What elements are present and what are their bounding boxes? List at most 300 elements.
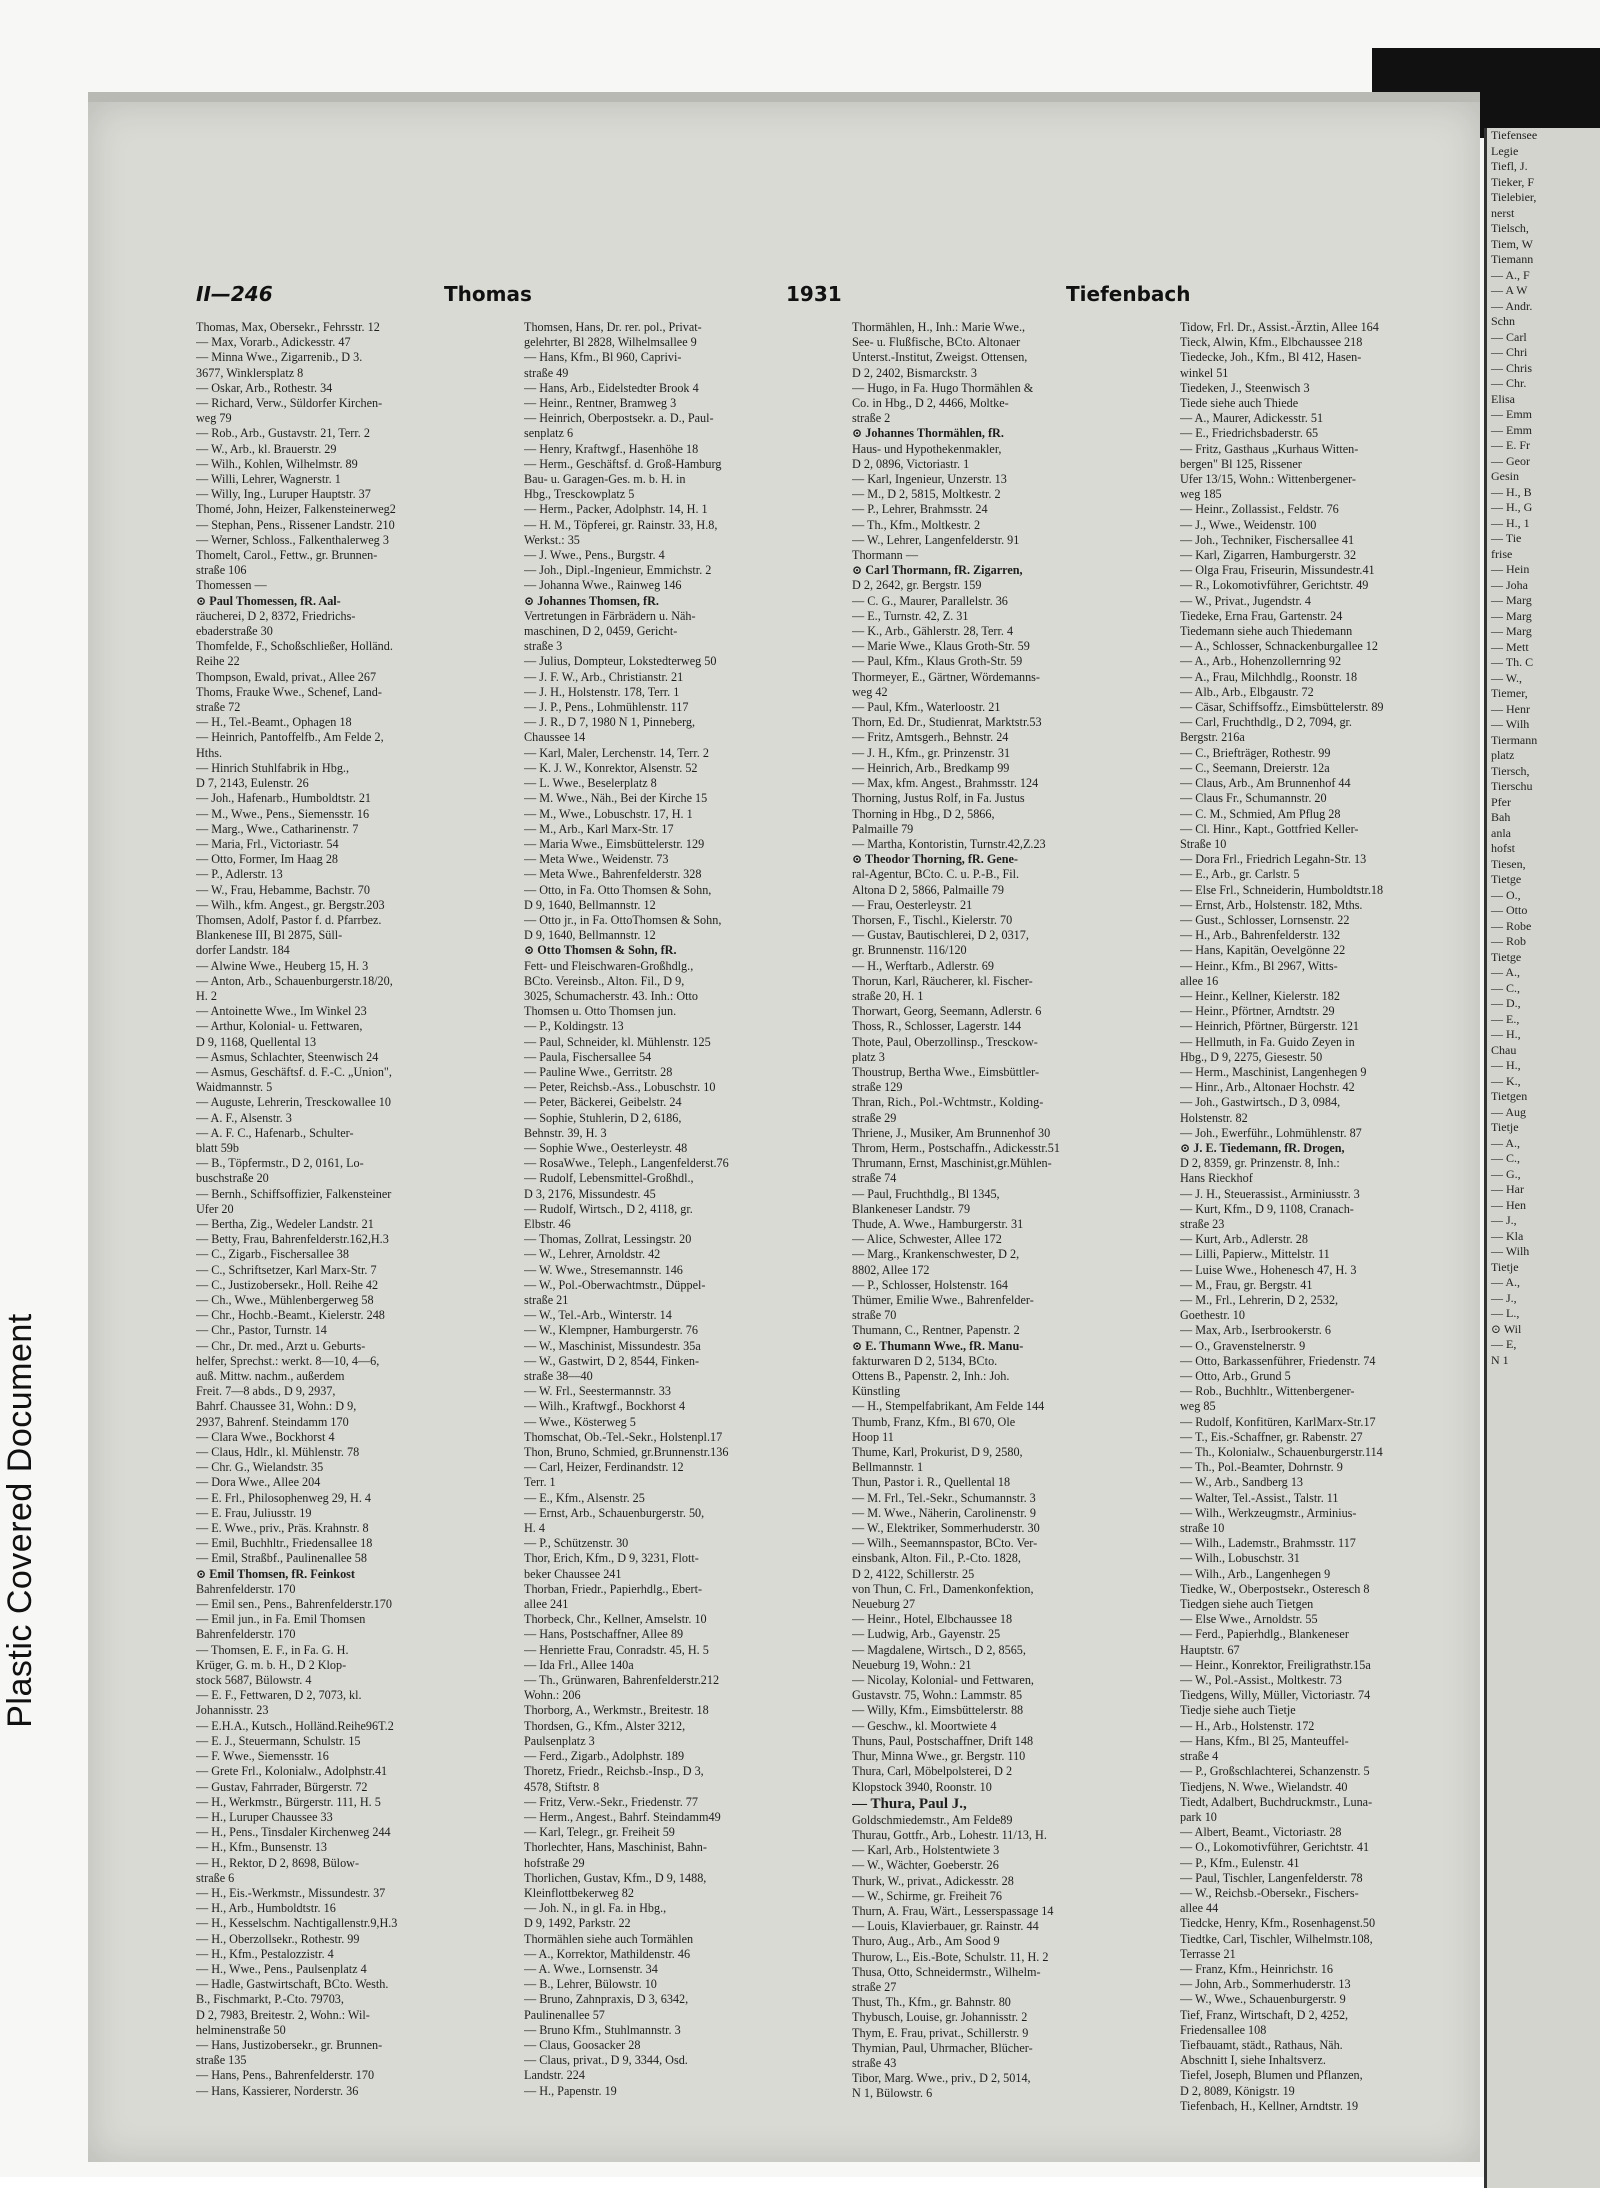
next-page-fragment: Tiem, W xyxy=(1491,236,1534,251)
directory-entry: — Joh., Techniker, Fischersallee 41 xyxy=(1180,532,1355,547)
directory-entry: Wohn.: 206 xyxy=(524,1688,581,1703)
directory-entry: 2937, Bahrenf. Steindamm 170 xyxy=(196,1414,349,1429)
directory-entry: — Willy, Ing., Luruper Hauptstr. 37 xyxy=(196,487,371,502)
directory-entry: — Karl, Zigarren, Hamburgerstr. 32 xyxy=(1180,548,1357,563)
directory-entry: — J., Wwe., Weidenstr. 100 xyxy=(1180,517,1317,532)
next-page-fragment: Tietje xyxy=(1491,1120,1519,1134)
directory-entry: — J. P., Pens., Lohmühlenstr. 117 xyxy=(524,700,689,715)
directory-entry: Thomschat, Ob.-Tel.-Sekr., Holstenpl.17 xyxy=(524,1429,723,1444)
directory-entry: — Gustav, Fahrrader, Bürgerstr. 72 xyxy=(196,1779,368,1794)
directory-entry: bergen" Bl 125, Rissener xyxy=(1180,456,1302,471)
directory-entry: — Stephan, Pens., Rissener Landstr. 210 xyxy=(196,517,395,532)
directory-entry: — Hugo, in Fa. Hugo Thormählen & xyxy=(852,380,1034,395)
directory-entry: Terr. 1 xyxy=(524,1475,556,1490)
directory-entry: Thusa, Otto, Schneidermstr., Wilhelm- xyxy=(852,1964,1041,1979)
next-page-fragment: Schn xyxy=(1491,314,1515,328)
directory-entry: Bau- u. Garagen-Ges. m. b. H. in xyxy=(524,472,686,487)
directory-entry: — J. Wwe., Pens., Burgstr. 4 xyxy=(524,548,665,563)
directory-entry: — Hans, Kfm., Bl 960, Caprivi- xyxy=(524,350,682,365)
directory-entry: — Asmus, Schlachter, Steenwisch 24 xyxy=(196,1049,379,1064)
directory-entry: straße 106 xyxy=(196,563,247,578)
next-page-fragment: anla xyxy=(1491,825,1511,840)
directory-entry: — M., Frl., Lehrerin, D 2, 2532, xyxy=(1180,1293,1339,1307)
directory-entry: — H., Papenstr. 19 xyxy=(524,2083,617,2098)
page-header xyxy=(196,272,1496,312)
directory-entry: — A., Korrektor, Mathildenstr. 46 xyxy=(524,1946,691,1961)
directory-entry: buschstraße 20 xyxy=(196,1171,269,1186)
directory-entry: — J. H., Holstenstr. 178, Terr. 1 xyxy=(524,684,680,699)
next-page-fragment: — A W xyxy=(1491,283,1528,297)
directory-entry: Tiefel, Joseph, Blumen und Pflanzen, xyxy=(1180,2068,1363,2083)
directory-entry: — W., Frau, Hebamme, Bachstr. 70 xyxy=(196,882,370,897)
directory-entry: Hans Rieckhof xyxy=(1180,1171,1253,1186)
directory-entry: D 2, 4122, Schillerstr. 25 xyxy=(852,1566,975,1581)
directory-entry: — H., Rektor, D 2, 8698, Bülow- xyxy=(196,1855,360,1870)
directory-entry: — Claus, Goosacker 28 xyxy=(524,2037,641,2052)
directory-entry: Thomelt, Carol., Fettw., gr. Brunnen- xyxy=(196,548,378,563)
next-page-fragment: — Joha xyxy=(1491,577,1528,592)
directory-entry: Bergstr. 216a xyxy=(1180,730,1245,745)
directory-entry: Tiedcke, Henry, Kfm., Rosenhagenst.50 xyxy=(1180,1916,1376,1931)
next-page-fragment: — W., xyxy=(1491,670,1523,685)
directory-entry: — Paul, Tischler, Langenfelderstr. 78 xyxy=(1180,1870,1363,1885)
directory-entry: — Fritz, Amtsgerh., Behnstr. 24 xyxy=(852,730,1009,745)
directory-entry: Thorwart, Georg, Seemann, Adlerstr. 6 xyxy=(852,1004,1042,1019)
directory-entry: Thude, A. Wwe., Hamburgerstr. 31 xyxy=(852,1216,1024,1231)
directory-entry: — C., Seemann, Dreierstr. 12a xyxy=(1180,760,1330,775)
directory-entry: einsbank, Alton. Fil., P.-Cto. 1828, xyxy=(852,1551,1021,1566)
directory-entry: — Henriette Frau, Conradstr. 45, H. 5 xyxy=(524,1642,709,1657)
directory-entry: Kleinflottbekerweg 82 xyxy=(524,1885,634,1900)
directory-entry: Krüger, G. m. b. H., D 2 Klop- xyxy=(196,1657,347,1672)
directory-entry: — Walter, Tel.-Assist., Talstr. 11 xyxy=(1180,1490,1339,1505)
directory-entry: ⊙ Johannes Thomsen, fR. xyxy=(524,593,659,608)
directory-entry: — A. Wwe., Lornsenstr. 34 xyxy=(524,1961,658,1976)
directory-entry: Neueburg 19, Wohn.: 21 xyxy=(852,1657,972,1672)
directory-entry: — E., Kfm., Alsenstr. 25 xyxy=(524,1490,645,1505)
directory-entry: — Rudolf, Lebensmittel-Großhdl., xyxy=(524,1171,694,1186)
directory-entry: von Thun, C. Frl., Damenkonfektion, xyxy=(852,1581,1034,1596)
directory-entry: Tiedeken, J., Steenwisch 3 xyxy=(1180,380,1310,395)
directory-entry: — Julius, Dompteur, Lokstedterweg 50 xyxy=(524,654,717,669)
directory-entry: — Wilh., Lademstr., Brahmsstr. 117 xyxy=(1180,1536,1356,1551)
directory-entry: Thuns, Paul, Postschaffner, Drift 148 xyxy=(852,1733,1034,1748)
next-page-fragment: — Kla xyxy=(1491,1228,1524,1243)
directory-entry: — Bruno, Zahnpraxis, D 3, 6342, xyxy=(524,1992,689,2007)
directory-entry: Thriene, J., Musiker, Am Brunnenhof 30 xyxy=(852,1125,1051,1140)
directory-entry: Thoustrup, Bertha Wwe., Eimsbüttler- xyxy=(852,1064,1040,1079)
directory-entry: Fett- und Fleischwaren-Großhdlg., xyxy=(524,958,694,973)
directory-entry: Thur, Minna Wwe., gr. Bergstr. 110 xyxy=(852,1749,1026,1764)
directory-entry: — Paul, Kfm., Klaus Groth-Str. 59 xyxy=(852,654,1023,669)
next-page-fragment: Tierschu xyxy=(1491,779,1533,793)
directory-entry: Thura, Carl, Möbelpolsterei, D 2 xyxy=(852,1764,1013,1779)
directory-entry: — H. M., Töpferei, gr. Rainstr. 33, H.8, xyxy=(524,517,718,532)
directory-entry: ⊙ J. E. Tiedemann, fR. Drogen, xyxy=(1180,1140,1345,1155)
directory-entry: — W., Schirme, gr. Freiheit 76 xyxy=(852,1888,1002,1903)
directory-entry: — Wilh., kfm. Angest., gr. Bergstr.203 xyxy=(196,897,385,912)
next-page-fragment: — A., xyxy=(1491,965,1521,979)
directory-entry: straße 72 xyxy=(196,700,241,715)
directory-entry: Thorn, Ed. Dr., Studienrat, Marktstr.53 xyxy=(852,715,1042,730)
directory-entry: Paulinenallee 57 xyxy=(524,2007,605,2022)
directory-entry: — Bernh., Schiffsoffizier, Falkensteiner xyxy=(196,1186,392,1201)
directory-entry: Tiedke, W., Oberpostsekr., Osteresch 8 xyxy=(1180,1581,1370,1596)
directory-entry: Tiedemann siehe auch Thiedemann xyxy=(1180,624,1353,639)
directory-entry: Chaussee 14 xyxy=(524,730,586,745)
directory-entry: Tidow, Frl. Dr., Assist.-Ärztin, Allee 164 xyxy=(1180,320,1379,334)
directory-entry: — Richard, Verw., Süldorfer Kirchen- xyxy=(196,396,383,411)
directory-entry: blatt 59b xyxy=(196,1140,239,1155)
directory-entry: — E. Frl., Philosophenweg 29, H. 4 xyxy=(196,1490,372,1505)
directory-entry: — Ludwig, Arb., Gayenstr. 25 xyxy=(852,1627,1001,1642)
directory-entry: — E., Turnstr. 42, Z. 31 xyxy=(852,608,969,623)
directory-entry: — Heinr., Kellner, Kielerstr. 182 xyxy=(1180,988,1340,1003)
directory-entry: allee 44 xyxy=(1180,1901,1219,1916)
next-page-fragment: — Rob xyxy=(1491,934,1527,948)
directory-entry: — Ferd., Zigarb., Adolphstr. 189 xyxy=(524,1749,685,1764)
directory-entry: — Wwe., Kösterweg 5 xyxy=(524,1414,636,1429)
directory-entry: — Hans, Postschaffner, Allee 89 xyxy=(524,1627,684,1642)
next-page-fragment: — Otto xyxy=(1491,903,1528,917)
directory-entry: Goldschmiedemstr., Am Felde89 xyxy=(852,1812,1013,1827)
page-content xyxy=(196,272,1496,2142)
directory-entry: ⊙ Carl Thormann, fR. Zigarren, xyxy=(852,563,1023,578)
directory-entry: — John, Arb., Sommerhuderstr. 13 xyxy=(1180,1977,1351,1992)
directory-entry: — H., Kfm., Bunsenstr. 13 xyxy=(196,1840,328,1855)
directory-entry: — E. Wwe., priv., Präs. Krahnstr. 8 xyxy=(196,1521,369,1536)
directory-entry: — B., Lehrer, Bülowstr. 10 xyxy=(524,1977,657,1992)
directory-entry: — H., Luruper Chaussee 33 xyxy=(196,1809,333,1824)
next-page-fragment: Tiermann xyxy=(1491,732,1538,747)
directory-entry: Thymian, Paul, Uhrmacher, Blücher- xyxy=(852,2040,1033,2055)
directory-entry: Unterst.-Institut, Zweigst. Ottensen, xyxy=(852,350,1028,365)
directory-entry: Tiedgens, Willy, Müller, Victoriastr. 74 xyxy=(1180,1688,1371,1703)
directory-entry: — Marg., Krankenschwester, D 2, xyxy=(852,1247,1020,1262)
next-page-fragment: Tieker, F xyxy=(1491,174,1535,189)
next-page-fragment: N 1 xyxy=(1491,1352,1509,1367)
directory-entry: straße 29 xyxy=(852,1110,897,1125)
directory-entry: Thote, Paul, Oberzollinsp., Tresckow- xyxy=(852,1034,1038,1049)
next-page-fragment: — D., xyxy=(1491,996,1521,1010)
directory-entry: — Heinr., Rentner, Bramweg 3 xyxy=(524,396,677,411)
directory-entry: — O., Lokomotivführer, Gerichtstr. 41 xyxy=(1180,1840,1370,1855)
directory-entry: — Wilh., Lobuschstr. 31 xyxy=(1180,1551,1300,1566)
directory-entry: — Ernst, Arb., Schauenburgerstr. 50, xyxy=(524,1505,705,1520)
directory-entry: — T., Eis.-Schaffner, gr. Rabenstr. 27 xyxy=(1180,1429,1363,1444)
directory-entry: — Emil, Straßbf., Paulinenallee 58 xyxy=(196,1551,367,1566)
directory-entry: — Grete Frl., Kolonialw., Adolphstr.41 xyxy=(196,1764,388,1779)
directory-entry: Thorning in Hbg., D 2, 5866, xyxy=(852,806,995,821)
directory-entry: — Rob., Arb., Gustavstr. 21, Terr. 2 xyxy=(196,426,370,441)
directory-entry: — Karl, Maler, Lerchenstr. 14, Terr. 2 xyxy=(524,745,709,760)
directory-entry: — Marie Wwe., Klaus Groth-Str. 59 xyxy=(852,639,1030,654)
directory-entry: — Bertha, Zig., Wedeler Landstr. 21 xyxy=(196,1216,374,1231)
next-page-fragment: — J., xyxy=(1491,1290,1517,1305)
directory-entry: Tiedgen siehe auch Tietgen xyxy=(1180,1597,1314,1612)
directory-entry: Thordsen, G., Kfm., Alster 3212, xyxy=(524,1718,686,1733)
directory-entry: — Rudolf, Konfitüren, KarlMarx-Str.17 xyxy=(1180,1414,1376,1429)
directory-entry: — W., Arb., kl. Brauerstr. 29 xyxy=(196,441,337,456)
directory-entry: Thümer, Emilie Wwe., Bahrenfelder- xyxy=(852,1293,1034,1307)
directory-entry: — Sophie, Stuhlerin, D 2, 6186, xyxy=(524,1110,682,1125)
directory-entry: Tiedje siehe auch Tietje xyxy=(1180,1703,1296,1718)
directory-entry: Thorban, Friedr., Papierhdlg., Ebert- xyxy=(524,1581,703,1596)
directory-entry: — Wilh., Kraftwgf., Bockhorst 4 xyxy=(524,1399,686,1414)
directory-entry: — Betty, Frau, Bahrenfelderstr.162,H.3 xyxy=(196,1232,389,1247)
directory-entry: — W., Pol.-Oberwachtmstr., Düppel- xyxy=(524,1277,706,1292)
directory-entry: straße 27 xyxy=(852,1979,897,1994)
directory-entry: Tiedecke, Joh., Kfm., Bl 412, Hasen- xyxy=(1180,350,1362,365)
directory-entry: — Oskar, Arb., Rothestr. 34 xyxy=(196,380,333,395)
directory-entry: Thrumann, Ernst, Maschinist,gr.Mühlen- xyxy=(852,1156,1052,1171)
directory-entry: — Joh., Hafenarb., Humboldtstr. 21 xyxy=(196,791,372,806)
directory-entry: — Meta Wwe., Weidenstr. 73 xyxy=(524,852,669,867)
directory-column-2 xyxy=(524,320,840,2140)
directory-entry: — Franz, Kfm., Heinrichstr. 16 xyxy=(1180,1961,1333,1976)
directory-entry: — H., Eis.-Werkmstr., Missundestr. 37 xyxy=(196,1885,386,1900)
next-page-fragment: — Henr xyxy=(1491,701,1530,716)
directory-entry: Landstr. 224 xyxy=(524,2068,585,2083)
directory-entry: — A., Schlosser, Schnackenburgallee 12 xyxy=(1180,639,1378,654)
directory-entry: — Gust., Schlosser, Lornsenstr. 22 xyxy=(1180,912,1350,927)
directory-entry: — Otto, Barkassenführer, Friedenstr. 74 xyxy=(1180,1353,1376,1368)
directory-entry: — H., Arb., Bahrenfelderstr. 132 xyxy=(1180,928,1341,943)
directory-entry: — Alb., Arb., Elbgaustr. 72 xyxy=(1180,684,1314,699)
next-page-fragment: — Robe xyxy=(1491,918,1532,933)
directory-entry: — A., Arb., Hohenzollernring 92 xyxy=(1180,654,1342,669)
directory-entry: — A. F. C., Hafenarb., Schulter- xyxy=(196,1125,354,1140)
next-page-fragment: — H., xyxy=(1491,1027,1521,1041)
directory-entry: D 2, 2642, gr. Bergstr. 159 xyxy=(852,578,982,593)
directory-entry: — H., Stempelfabrikant, Am Felde 144 xyxy=(852,1399,1045,1414)
next-page-fragment: Tietgen xyxy=(1491,1089,1528,1103)
directory-entry: Hbg., Tresckowplatz 5 xyxy=(524,487,635,502)
next-page-fragment: Tielebier, xyxy=(1491,190,1537,204)
directory-entry: weg 185 xyxy=(1180,487,1222,502)
directory-entry: — Auguste, Lehrerin, Tresckowallee 10 xyxy=(196,1095,391,1110)
next-page-fragment: Pfer xyxy=(1491,794,1511,809)
directory-entry: — J. H., Kfm., gr. Prinzenstr. 31 xyxy=(852,745,1011,760)
next-page-fragment: — H., G xyxy=(1491,500,1533,514)
next-page-fragment: Tiesen, xyxy=(1491,856,1526,871)
directory-entry: ⊙ Emil Thomsen, fR. Feinkost xyxy=(196,1566,355,1581)
next-page-fragment: — J., xyxy=(1491,1213,1517,1227)
directory-entry: — C. M., Schmied, Am Pflug 28 xyxy=(1180,806,1341,821)
directory-entry: — RosaWwe., Teleph., Langenfelderst.76 xyxy=(524,1156,729,1171)
directory-entry: Thomas, Max, Obersekr., Fehrsstr. 12 xyxy=(196,320,380,334)
directory-entry: Thormählen, H., Inh.: Marie Wwe., xyxy=(852,320,1026,334)
directory-entry: — Otto, Former, Im Haag 28 xyxy=(196,852,339,867)
directory-entry: Tibor, Marg. Wwe., priv., D 2, 5014, xyxy=(852,2071,1031,2086)
next-page-fragment: — Emm xyxy=(1491,407,1532,421)
directory-entry: — Magdalene, Wirtsch., D 2, 8565, xyxy=(852,1642,1026,1657)
directory-entry: — M., D 2, 5815, Moltkestr. 2 xyxy=(852,487,1001,502)
directory-entry: Thust, Th., Kfm., gr. Bahnstr. 80 xyxy=(852,1995,1011,2010)
directory-entry: — Max, Arb., Iserbrookerstr. 6 xyxy=(1180,1323,1331,1338)
directory-entry: D 9, 1492, Parkstr. 22 xyxy=(524,1916,631,1931)
directory-entry: gr. Brunnenstr. 116/120 xyxy=(852,943,967,958)
directory-entry: Hbg., D 9, 2275, Giesestr. 50 xyxy=(1180,1049,1323,1064)
directory-entry: — H., Werkmstr., Bürgerstr. 111, H. 5 xyxy=(196,1794,381,1809)
directory-entry: — Heinr., Zollassist., Feldstr. 76 xyxy=(1180,502,1339,517)
directory-entry: — Kurt, Arb., Adlerstr. 28 xyxy=(1180,1232,1308,1247)
directory-entry: Hauptstr. 67 xyxy=(1180,1642,1240,1657)
next-page-fragment: Gesin xyxy=(1491,469,1519,483)
directory-entry: — Else Frl., Schneiderin, Humboldtstr.18 xyxy=(1180,882,1384,897)
directory-entry: — M. Frl., Tel.-Sekr., Schumannstr. 3 xyxy=(852,1490,1036,1505)
directory-entry: Tiefenbach, H., Kellner, Arndtstr. 19 xyxy=(1180,2098,1359,2113)
directory-entry: Neueburg 27 xyxy=(852,1597,916,1612)
directory-entry: — Th., Grünwaren, Bahrenfelderstr.212 xyxy=(524,1673,720,1688)
directory-entry: — Paul, Kfm., Waterloostr. 21 xyxy=(852,700,1001,715)
next-page-fragment: Tielsch, xyxy=(1491,221,1529,235)
directory-entry: — Th., Kolonialw., Schauenburgerstr.114 xyxy=(1180,1445,1383,1460)
directory-column-4 xyxy=(1180,320,1496,2140)
directory-entry: Thompson, Ewald, privat., Allee 267 xyxy=(196,669,377,684)
directory-entry: — Heinr., Hotel, Elbchaussee 18 xyxy=(852,1612,1013,1627)
directory-entry: Thumb, Franz, Kfm., Bl 670, Ole xyxy=(852,1414,1016,1429)
directory-entry: straße 49 xyxy=(524,365,569,380)
next-page-fragment: Tietge xyxy=(1491,872,1522,886)
next-page-fragment: — K., xyxy=(1491,1073,1521,1088)
directory-entry: — W., Klempner, Hamburgerstr. 76 xyxy=(524,1323,698,1338)
directory-entry: Bahrenfelderstr. 170 xyxy=(196,1627,296,1642)
directory-entry: Thun, Pastor i. R., Quellental 18 xyxy=(852,1475,1011,1490)
directory-entry: — Luise Wwe., Hohenesch 47, H. 3 xyxy=(1180,1262,1357,1277)
directory-entry: ⊙ E. Thumann Wwe., fR. Manu- xyxy=(852,1338,1024,1353)
next-page-fragment: — Hen xyxy=(1491,1197,1526,1212)
directory-entry: — Cl. Hinr., Kapt., Gottfried Keller- xyxy=(1180,821,1359,836)
directory-entry: — Paula, Fischersallee 54 xyxy=(524,1049,652,1064)
directory-entry: — Dora Wwe., Allee 204 xyxy=(196,1475,321,1490)
directory-entry: — Fritz, Gasthaus „Kurhaus Witten- xyxy=(1180,441,1359,456)
directory-page xyxy=(88,92,1480,2162)
directory-entry: — E.H.A., Kutsch., Holländ.Reihe96T.2 xyxy=(196,1718,394,1733)
directory-entry: winkel 51 xyxy=(1180,365,1229,380)
next-page-fragment: — Wilh xyxy=(1491,1244,1530,1258)
directory-entry: Palmaille 79 xyxy=(852,821,914,836)
directory-entry: — O., Gravenstelnerstr. 9 xyxy=(1180,1338,1306,1353)
next-page-fragment: — Chr. xyxy=(1491,376,1527,390)
directory-entry: — L. Wwe., Beselerplatz 8 xyxy=(524,776,657,791)
next-page-edge xyxy=(1484,128,1600,2188)
directory-entry: Haus- und Hypothekenmakler, xyxy=(852,441,1002,456)
directory-entry: — Johanna Wwe., Rainweg 146 xyxy=(524,578,682,593)
directory-entry: — W., Maschinist, Missundestr. 35a xyxy=(524,1338,701,1353)
directory-entry: — H., Tel.-Beamt., Ophagen 18 xyxy=(196,715,352,730)
directory-entry: Tieck, Alwin, Kfm., Elbchaussee 218 xyxy=(1180,335,1363,350)
directory-entry: Thon, Bruno, Schmied, gr.Brunnenstr.136 xyxy=(524,1445,729,1460)
next-page-fragment: — Marg xyxy=(1491,608,1532,623)
directory-entry: straße 10 xyxy=(1180,1521,1225,1536)
directory-entry: — Asmus, Geschäftsf. d. F.-C. „Union", xyxy=(196,1064,392,1079)
directory-entry: B., Fischmarkt, P.-Cto. 79703, xyxy=(196,1992,344,2007)
directory-entry: 4578, Stiftstr. 8 xyxy=(524,1779,600,1794)
directory-entry: — Carl, Fruchthdlg., D 2, 7094, gr. xyxy=(1180,715,1352,730)
directory-entry: Thuro, Aug., Arb., Am Sood 9 xyxy=(852,1934,1000,1949)
next-page-fragment: — Andr. xyxy=(1491,298,1533,313)
directory-entry: — Marg., Wwe., Catharinenstr. 7 xyxy=(196,821,359,836)
directory-entry: Freit. 7—8 abds., D 9, 2937, xyxy=(196,1384,336,1399)
next-page-fragment: Tiemer, xyxy=(1491,686,1528,700)
directory-entry: Klopstock 3940, Roonstr. 10 xyxy=(852,1779,992,1794)
directory-entry: — Arthur, Kolonial- u. Fettwaren, xyxy=(196,1019,363,1034)
next-page-fragment: — Emm xyxy=(1491,422,1532,437)
directory-entry: Thran, Rich., Pol.-Wchtmstr., Kolding- xyxy=(852,1095,1044,1110)
directory-entry: — W., Lehrer, Arnoldstr. 42 xyxy=(524,1247,661,1262)
directory-entry: — Karl, Telegr., gr. Freiheit 59 xyxy=(524,1825,675,1840)
directory-entry: — Heinrich, Pantoffelfb., Am Felde 2, xyxy=(196,730,384,745)
directory-entry: — Heinr., Konrektor, Freiligrathstr.15a xyxy=(1180,1657,1371,1672)
directory-entry: Tiedt, Adalbert, Buchdruckmstr., Luna- xyxy=(1180,1794,1373,1809)
next-page-fragment: nerst xyxy=(1491,205,1515,220)
directory-entry: Holstenstr. 82 xyxy=(1180,1110,1248,1125)
directory-entry: straße 129 xyxy=(852,1080,903,1095)
directory-entry: — Thomsen, E. F., in Fa. G. H. xyxy=(196,1642,349,1657)
directory-entry: Thurn, A. Frau, Wärt., Lesserspassage 14 xyxy=(852,1903,1054,1918)
directory-entry: — Anton, Arb., Schauenburgerstr.18/20, xyxy=(196,973,393,988)
directory-entry: Tiede siehe auch Thiede xyxy=(1180,396,1299,411)
next-page-fragment: — H., B xyxy=(1491,484,1532,499)
next-page-fragment: — Carl xyxy=(1491,329,1527,344)
directory-entry: — Chr., Pastor, Turnstr. 14 xyxy=(196,1323,327,1338)
next-page-fragment: — Geor xyxy=(1491,453,1530,468)
directory-entry: Tiedeke, Erna Frau, Gartenstr. 24 xyxy=(1180,608,1343,623)
directory-entry: allee 241 xyxy=(524,1597,569,1612)
directory-entry: — H., Kesselschm. Nachtigallenstr.9,H.3 xyxy=(196,1916,398,1931)
next-page-fragment: — Marg xyxy=(1491,593,1532,607)
directory-entry: — Joh., Gastwirtsch., D 3, 0984, xyxy=(1180,1095,1341,1110)
page-number: II—246 xyxy=(196,282,273,306)
directory-entry: — Wilh., Seemannspastor, BCto. Ver- xyxy=(852,1536,1038,1551)
directory-entry: — R., Lokomotivführer, Gerichtstr. 49 xyxy=(1180,578,1369,593)
directory-entry: — Emil jun., in Fa. Emil Thomsen xyxy=(196,1612,366,1627)
directory-entry: Ottens B., Papenstr. 2, Inh.: Joh. xyxy=(852,1369,1010,1384)
directory-entry: — H., Oberzollsekr., Rothestr. 99 xyxy=(196,1931,360,1946)
directory-entry: — Claus, Arb., Am Brunnenhof 44 xyxy=(1180,776,1351,791)
directory-entry: Thorlichen, Gustav, Kfm., D 9, 1488, xyxy=(524,1870,707,1885)
directory-entry: Throm, Herm., Postschaffn., Adickesstr.51 xyxy=(852,1140,1060,1155)
directory-entry: Thormählen siehe auch Tormählen xyxy=(524,1931,694,1946)
directory-entry: — Thomas, Zollrat, Lessingstr. 20 xyxy=(524,1232,692,1247)
directory-entry: Werkst.: 35 xyxy=(524,532,580,547)
header-year: 1931 xyxy=(786,282,842,306)
directory-entry: — Ernst, Arb., Holstenstr. 182, Mths. xyxy=(1180,897,1363,912)
directory-columns xyxy=(196,320,1496,2140)
directory-entry: maschinen, D 2, 0459, Gericht- xyxy=(524,624,678,639)
directory-entry: D 3, 2176, Missundestr. 45 xyxy=(524,1186,656,1201)
directory-entry: Thor, Erich, Kfm., D 9, 3231, Flott- xyxy=(524,1551,699,1566)
directory-entry: — A., Maurer, Adickesstr. 51 xyxy=(1180,411,1324,426)
directory-entry: — Meta Wwe., Bahrenfelderstr. 328 xyxy=(524,867,702,882)
directory-entry: stock 5687, Bülowstr. 4 xyxy=(196,1673,312,1688)
directory-entry: Thumann, C., Rentner, Papenstr. 2 xyxy=(852,1323,1020,1338)
directory-entry: Tiedjens, N. Wwe., Wielandstr. 40 xyxy=(1180,1779,1348,1794)
next-page-fragment: Tiefl, J. xyxy=(1491,159,1528,173)
directory-entry: — A. F., Alsenstr. 3 xyxy=(196,1110,292,1125)
directory-entry: Thomsen, Adolf, Pastor f. d. Pfarrbez. xyxy=(196,912,382,927)
directory-entry: straße 6 xyxy=(196,1870,235,1885)
directory-entry: — Paul, Fruchthdlg., Bl 1345, xyxy=(852,1186,1000,1201)
directory-entry: — Else Wwe., Arnoldstr. 55 xyxy=(1180,1612,1318,1627)
directory-entry: — Max, kfm. Angest., Brahmsstr. 124 xyxy=(852,776,1039,791)
next-page-fragment: — A., xyxy=(1491,1135,1521,1150)
next-page-fragment: Tietge xyxy=(1491,949,1522,964)
directory-entry: straße 3 xyxy=(524,639,563,654)
directory-entry: Terrasse 21 xyxy=(1180,1946,1236,1961)
directory-entry: — W., Gastwirt, D 2, 8544, Finken- xyxy=(524,1353,700,1368)
